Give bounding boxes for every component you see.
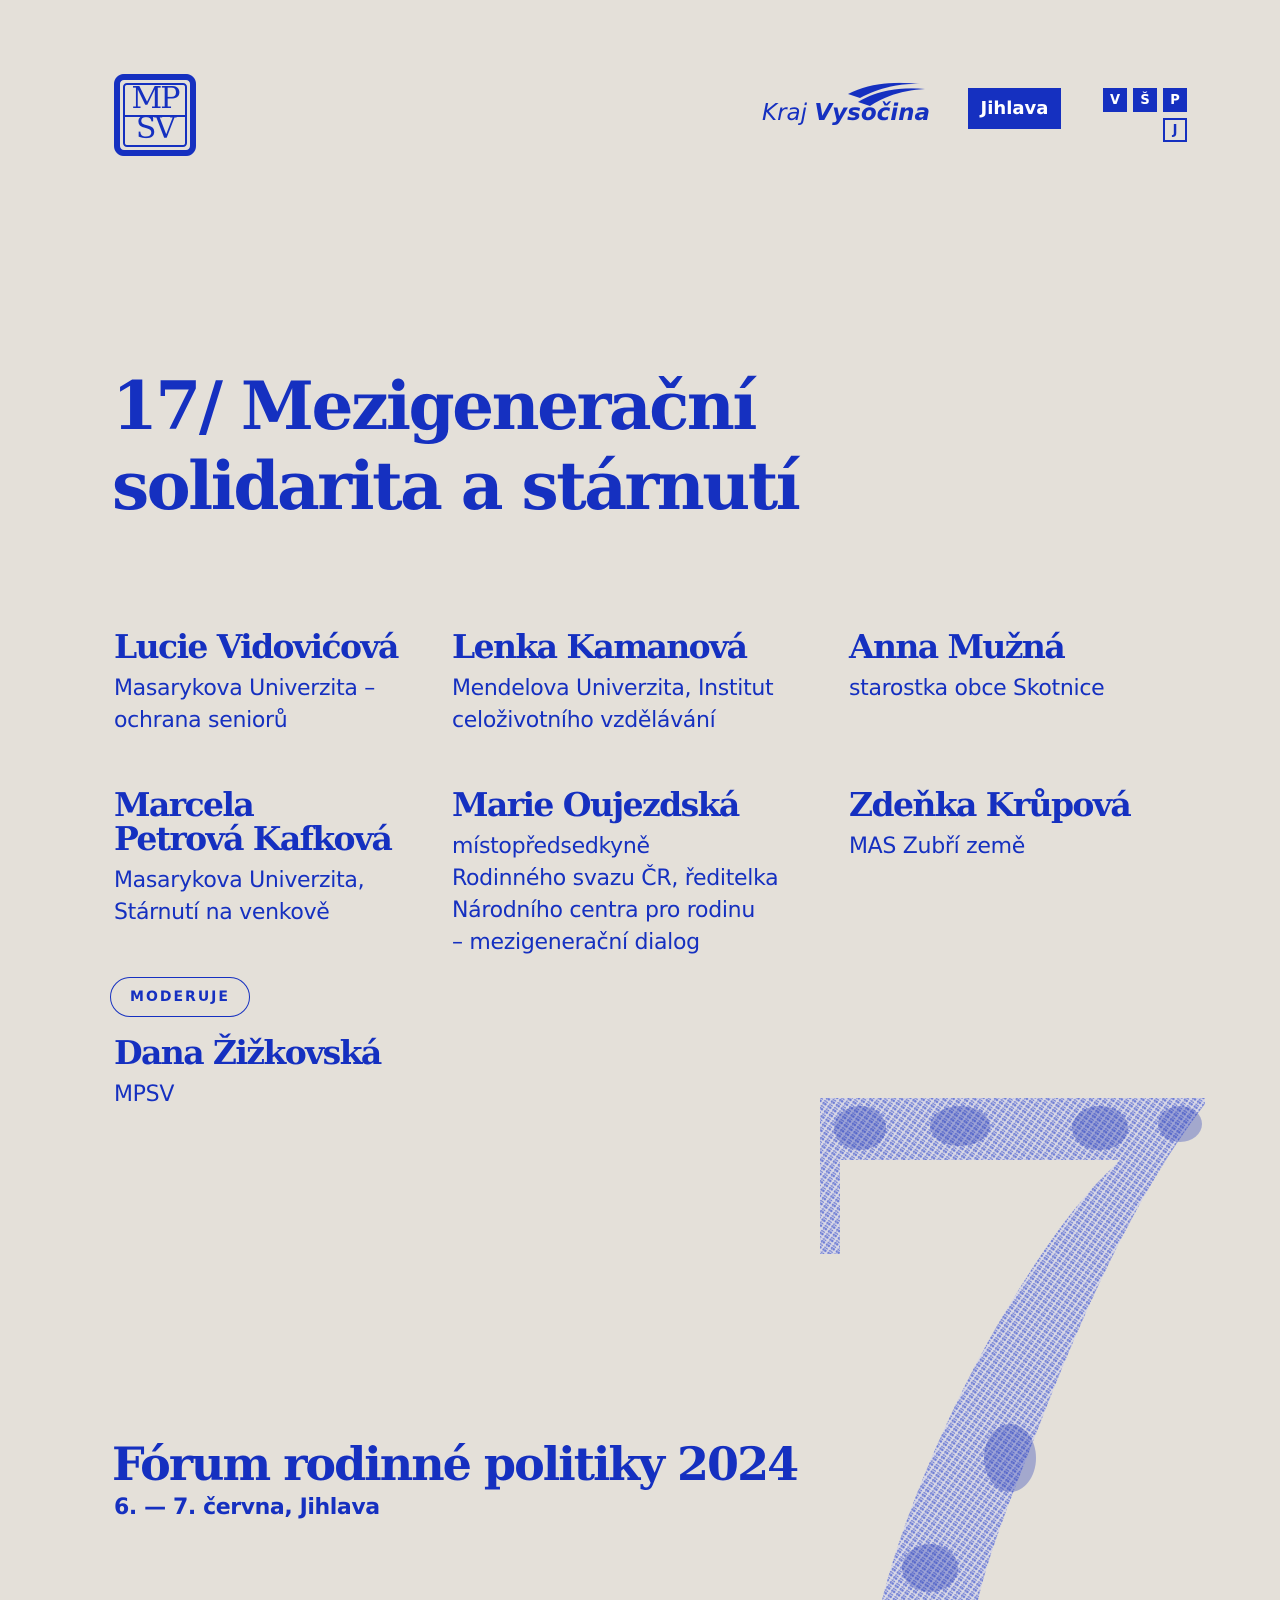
moderator-badge: MODERUJE: [110, 977, 250, 1017]
forum-date: 6. — 7. června, Jihlava: [114, 1495, 380, 1520]
kraj-vysocina-logo: [760, 80, 930, 136]
vspj-letter-p: P: [1163, 88, 1187, 112]
vysocina-logo-text: [762, 100, 930, 126]
seven-digit-shape: [820, 1098, 1205, 1600]
affiliation-line: Masarykova Univerzita,: [114, 868, 365, 893]
speaker-card: [849, 627, 1169, 705]
moderator-name: Dana Žižkovská: [114, 1033, 381, 1072]
vspj-letter-j: J: [1163, 118, 1187, 142]
vysocina-logo-name: Vysočina: [814, 100, 931, 126]
vspj-letter-v: V: [1103, 88, 1127, 112]
jihlava-logo: Jihlava: [968, 88, 1061, 129]
moderator-card: [114, 1033, 454, 1111]
affiliation-line: místopředsedkyně: [452, 834, 650, 859]
mpsv-logo: [114, 74, 196, 156]
speaker-affiliation: [849, 831, 1169, 863]
affiliation-line: Národního centra pro rodinu: [452, 898, 755, 923]
mpsv-logo-line2: SV: [135, 111, 175, 146]
mpsv-logo-line1: MP: [131, 81, 179, 116]
affiliation-line: celoživotního vzdělávání: [452, 708, 716, 733]
vspj-logo: [1103, 88, 1191, 144]
speaker-affiliation: [114, 673, 454, 737]
affiliation-line: ochrana seniorů: [114, 708, 288, 733]
speaker-card: [452, 785, 832, 959]
speaker-affiliation: [452, 831, 832, 959]
affiliation-line: Rodinného svazu ČR, ředitelka: [452, 866, 779, 891]
vspj-letter-s: Š: [1133, 88, 1157, 112]
speaker-name-line: Petrová Kafková: [114, 819, 392, 858]
speaker-affiliation: [452, 673, 832, 737]
panel-title-line2: solidarita a stárnutí: [112, 447, 799, 525]
panel-title: [112, 366, 872, 526]
decorative-seven-graphic: [820, 1098, 1205, 1600]
affiliation-line: Mendelova Univerzita, Institut: [452, 676, 774, 701]
speaker-name: [114, 785, 454, 858]
vysocina-logo-kraj: Kraj: [762, 100, 808, 126]
speaker-card: [114, 785, 454, 929]
speaker-card: [452, 627, 832, 737]
affiliation-line: MAS Zubří země: [849, 834, 1025, 859]
speaker-card: [849, 785, 1169, 863]
affiliation-line: – mezigenerační dialog: [452, 930, 700, 955]
affiliation-line: Stárnutí na venkově: [114, 900, 330, 925]
affiliation-line: Masarykova Univerzita –: [114, 676, 375, 701]
panel-title-line1: 17/ Mezigenerační: [112, 367, 755, 445]
speaker-name: Marie Oujezdská: [452, 785, 739, 824]
speaker-name: Lenka Kamanová: [452, 627, 747, 666]
speaker-name: Zdeňka Krůpová: [849, 785, 1131, 824]
speaker-affiliation: [849, 673, 1169, 705]
affiliation-line: starostka obce Skotnice: [849, 676, 1105, 701]
speaker-card: [114, 627, 454, 737]
speaker-name: Lucie Vidovićová: [114, 627, 398, 666]
moderator-affiliation: MPSV: [114, 1082, 175, 1107]
forum-title: Fórum rodinné politiky 2024: [112, 1437, 798, 1491]
speaker-name: Anna Mužná: [849, 627, 1065, 666]
speaker-affiliation: [114, 865, 454, 929]
speaker-name-line: Marcela: [114, 785, 254, 824]
